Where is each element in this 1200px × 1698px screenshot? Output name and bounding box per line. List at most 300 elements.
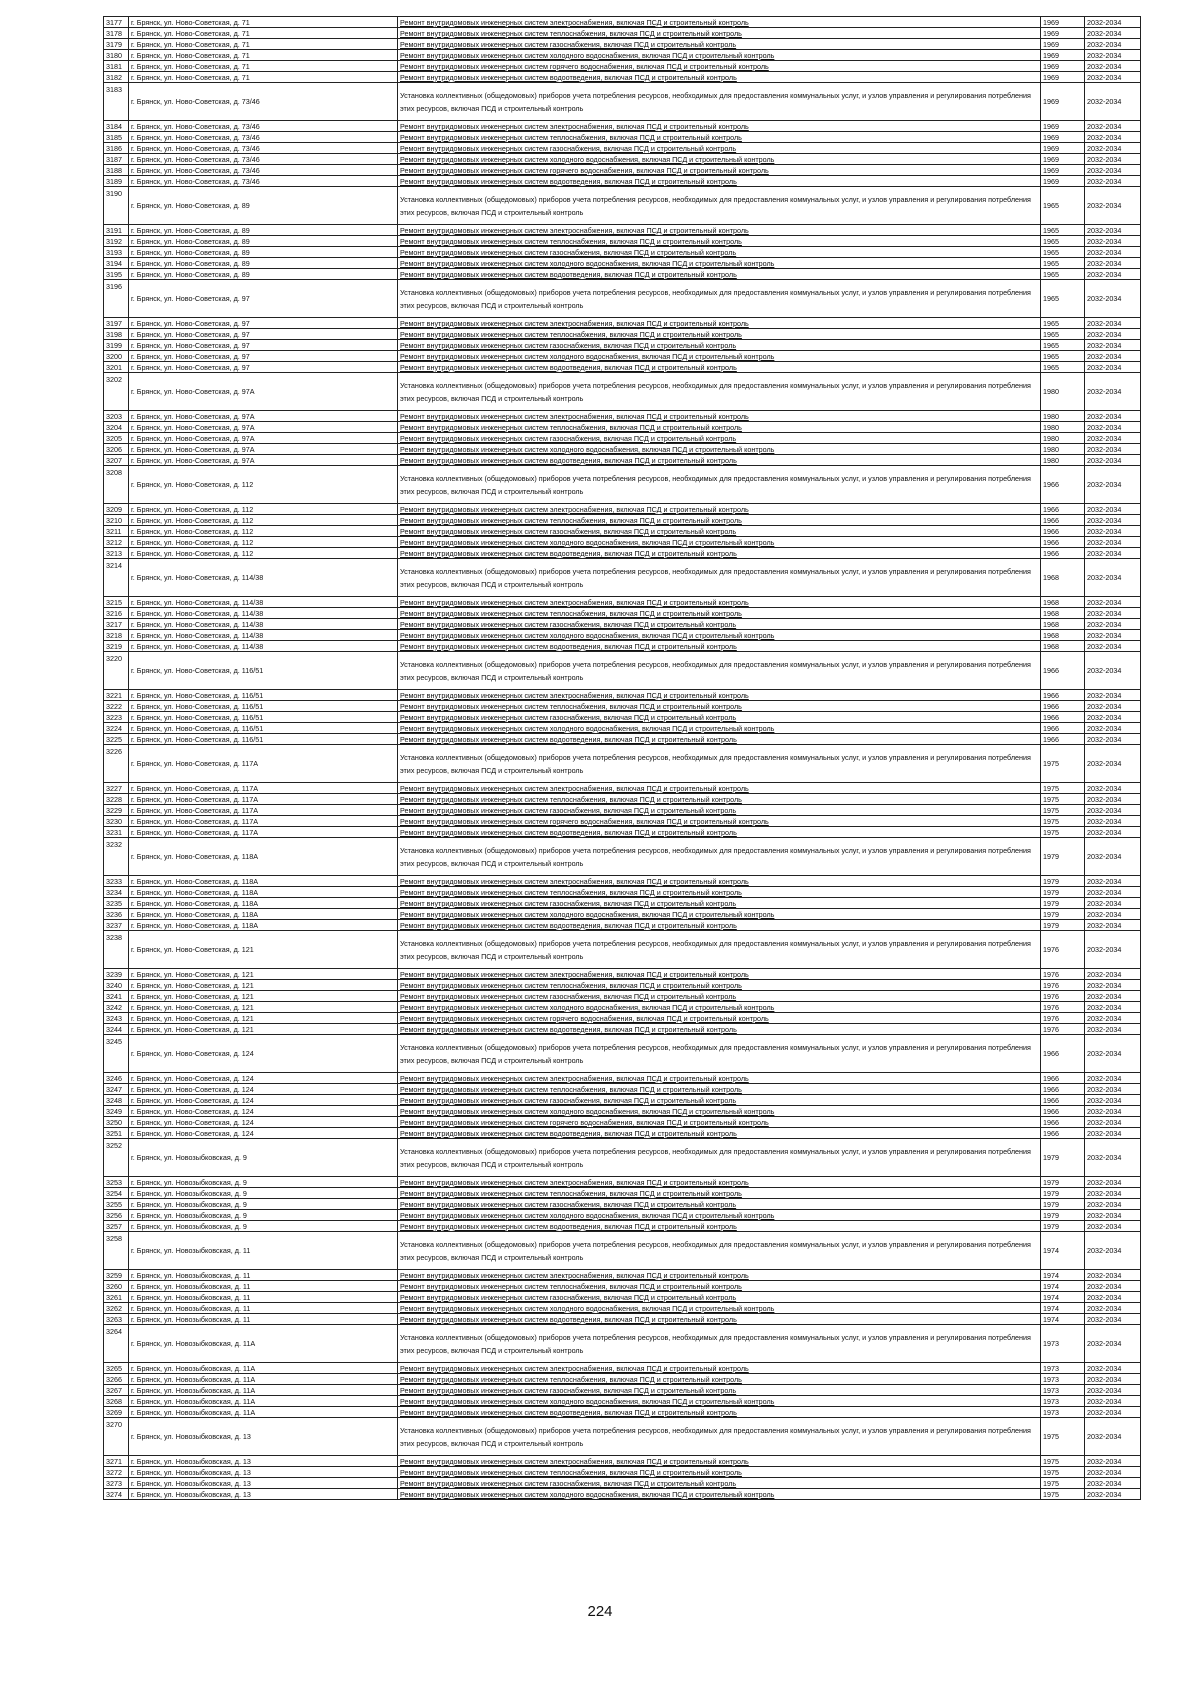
address-cell: г. Брянск, ул. Ново-Советская, д. 114/38 bbox=[129, 619, 398, 630]
work-type-cell: Ремонт внутридомовых инженерных систем теплоснабжения, включая ПСД и строительный контроль bbox=[398, 794, 1041, 805]
row-number: 3201 bbox=[104, 362, 129, 373]
work-type-cell: Ремонт внутридомовых инженерных систем газоснабжения, включая ПСД и строительный контроль bbox=[398, 433, 1041, 444]
repair-period-cell: 2032-2034 bbox=[1085, 1221, 1141, 1232]
row-number: 3257 bbox=[104, 1221, 129, 1232]
work-type-cell: Ремонт внутридомовых инженерных систем теплоснабжения, включая ПСД и строительный контроль bbox=[398, 608, 1041, 619]
row-number: 3243 bbox=[104, 1013, 129, 1024]
row-number: 3223 bbox=[104, 712, 129, 723]
table-row bbox=[104, 1407, 1141, 1418]
table-row bbox=[104, 269, 1141, 280]
repair-period-cell: 2032-2034 bbox=[1085, 1188, 1141, 1199]
row-number: 3263 bbox=[104, 1314, 129, 1325]
row-number: 3229 bbox=[104, 805, 129, 816]
address-cell: г. Брянск, ул. Ново-Советская, д. 121 bbox=[129, 1013, 398, 1024]
work-type-cell: Ремонт внутридомовых инженерных систем горячего водоснабжения, включая ПСД и строительный контроль bbox=[398, 165, 1041, 176]
work-type-cell: Ремонт внутридомовых инженерных систем теплоснабжения, включая ПСД и строительный контроль bbox=[398, 701, 1041, 712]
address-cell: г. Брянск, ул. Ново-Советская, д. 112 bbox=[129, 526, 398, 537]
repair-period-cell: 2032-2034 bbox=[1085, 608, 1141, 619]
work-type-cell: Установка коллективных (общедомовых) приборов учета потребления ресурсов, необходимых для предоставления коммунальных услуг, и узлов управления и регулирования потребления этих ресурсов, включая ПСД и строительный контроль bbox=[398, 745, 1041, 783]
table-row bbox=[104, 504, 1141, 515]
table-row bbox=[104, 1073, 1141, 1084]
address-cell: г. Брянск, ул. Ново-Советская, д. 124 bbox=[129, 1095, 398, 1106]
address-cell: г. Брянск, ул. Ново-Советская, д. 73/46 bbox=[129, 83, 398, 121]
address-cell: г. Брянск, ул. Новозыбковская, д. 13 bbox=[129, 1418, 398, 1456]
work-type-cell: Ремонт внутридомовых инженерных систем теплоснабжения, включая ПСД и строительный контроль bbox=[398, 980, 1041, 991]
work-type-cell: Ремонт внутридомовых инженерных систем холодного водоснабжения, включая ПСД и строительный контроль bbox=[398, 351, 1041, 362]
repair-period-cell: 2032-2034 bbox=[1085, 1456, 1141, 1467]
repair-period-cell: 2032-2034 bbox=[1085, 433, 1141, 444]
repair-period-cell: 2032-2034 bbox=[1085, 329, 1141, 340]
work-type-cell: Ремонт внутридомовых инженерных систем электроснабжения, включая ПСД и строительный контроль bbox=[398, 17, 1041, 28]
address-cell: г. Брянск, ул. Ново-Советская, д. 71 bbox=[129, 39, 398, 50]
work-type-cell: Ремонт внутридомовых инженерных систем холодного водоснабжения, включая ПСД и строительный контроль bbox=[398, 1106, 1041, 1117]
commissioning-year-cell: 1973 bbox=[1041, 1374, 1085, 1385]
commissioning-year-cell: 1976 bbox=[1041, 1013, 1085, 1024]
address-cell: г. Брянск, ул. Новозыбковская, д. 9 bbox=[129, 1188, 398, 1199]
row-number: 3181 bbox=[104, 61, 129, 72]
work-type-cell: Ремонт внутридомовых инженерных систем газоснабжения, включая ПСД и строительный контроль bbox=[398, 1199, 1041, 1210]
table-row bbox=[104, 1128, 1141, 1139]
repair-period-cell: 2032-2034 bbox=[1085, 969, 1141, 980]
work-type-cell: Ремонт внутридомовых инженерных систем газоснабжения, включая ПСД и строительный контроль bbox=[398, 991, 1041, 1002]
commissioning-year-cell: 1974 bbox=[1041, 1270, 1085, 1281]
commissioning-year-cell: 1966 bbox=[1041, 537, 1085, 548]
table-row bbox=[104, 931, 1141, 969]
commissioning-year-cell: 1976 bbox=[1041, 1024, 1085, 1035]
work-type-cell: Ремонт внутридомовых инженерных систем электроснабжения, включая ПСД и строительный контроль bbox=[398, 876, 1041, 887]
commissioning-year-cell: 1965 bbox=[1041, 318, 1085, 329]
table-row bbox=[104, 920, 1141, 931]
work-type-cell: Ремонт внутридомовых инженерных систем водоотведения, включая ПСД и строительный контроль bbox=[398, 641, 1041, 652]
commissioning-year-cell: 1975 bbox=[1041, 1467, 1085, 1478]
repair-period-cell: 2032-2034 bbox=[1085, 1106, 1141, 1117]
commissioning-year-cell: 1966 bbox=[1041, 1073, 1085, 1084]
repair-period-cell: 2032-2034 bbox=[1085, 712, 1141, 723]
work-type-cell: Ремонт внутридомовых инженерных систем водоотведения, включая ПСД и строительный контроль bbox=[398, 455, 1041, 466]
repair-period-cell: 2032-2034 bbox=[1085, 225, 1141, 236]
repair-period-cell: 2032-2034 bbox=[1085, 121, 1141, 132]
address-cell: г. Брянск, ул. Ново-Советская, д. 73/46 bbox=[129, 121, 398, 132]
repair-period-cell: 2032-2034 bbox=[1085, 1084, 1141, 1095]
address-cell: г. Брянск, ул. Новозыбковская, д. 13 bbox=[129, 1467, 398, 1478]
row-number: 3274 bbox=[104, 1489, 129, 1500]
commissioning-year-cell: 1975 bbox=[1041, 783, 1085, 794]
work-type-cell: Ремонт внутридомовых инженерных систем теплоснабжения, включая ПСД и строительный контроль bbox=[398, 515, 1041, 526]
repair-period-cell: 2032-2034 bbox=[1085, 258, 1141, 269]
commissioning-year-cell: 1965 bbox=[1041, 351, 1085, 362]
address-cell: г. Брянск, ул. Ново-Советская, д. 118А bbox=[129, 920, 398, 931]
row-number: 3198 bbox=[104, 329, 129, 340]
work-type-cell: Ремонт внутридомовых инженерных систем теплоснабжения, включая ПСД и строительный контроль bbox=[398, 28, 1041, 39]
repair-period-cell: 2032-2034 bbox=[1085, 526, 1141, 537]
address-cell: г. Брянск, ул. Новозыбковская, д. 11А bbox=[129, 1363, 398, 1374]
address-cell: г. Брянск, ул. Ново-Советская, д. 117А bbox=[129, 816, 398, 827]
table-row bbox=[104, 1418, 1141, 1456]
row-number: 3254 bbox=[104, 1188, 129, 1199]
capital-repair-plan-table bbox=[103, 16, 1140, 1500]
commissioning-year-cell: 1969 bbox=[1041, 176, 1085, 187]
work-type-cell: Ремонт внутридомовых инженерных систем газоснабжения, включая ПСД и строительный контроль bbox=[398, 143, 1041, 154]
address-cell: г. Брянск, ул. Ново-Советская, д. 124 bbox=[129, 1084, 398, 1095]
row-number: 3261 bbox=[104, 1292, 129, 1303]
row-number: 3224 bbox=[104, 723, 129, 734]
commissioning-year-cell: 1975 bbox=[1041, 805, 1085, 816]
table-row bbox=[104, 608, 1141, 619]
repair-period-cell: 2032-2034 bbox=[1085, 690, 1141, 701]
address-cell: г. Брянск, ул. Ново-Советская, д. 118А bbox=[129, 887, 398, 898]
work-type-cell: Ремонт внутридомовых инженерных систем водоотведения, включая ПСД и строительный контроль bbox=[398, 734, 1041, 745]
repair-period-cell: 2032-2034 bbox=[1085, 28, 1141, 39]
address-cell: г. Брянск, ул. Новозыбковская, д. 13 bbox=[129, 1456, 398, 1467]
table-row bbox=[104, 991, 1141, 1002]
row-number: 3258 bbox=[104, 1232, 129, 1270]
work-type-cell: Ремонт внутридомовых инженерных систем теплоснабжения, включая ПСД и строительный контроль bbox=[398, 329, 1041, 340]
row-number: 3238 bbox=[104, 931, 129, 969]
repair-period-cell: 2032-2034 bbox=[1085, 72, 1141, 83]
table-row bbox=[104, 247, 1141, 258]
table-row bbox=[104, 466, 1141, 504]
commissioning-year-cell: 1968 bbox=[1041, 559, 1085, 597]
work-type-cell: Ремонт внутридомовых инженерных систем газоснабжения, включая ПСД и строительный контроль bbox=[398, 712, 1041, 723]
page-number: 224 bbox=[587, 1603, 613, 1620]
address-cell: г. Брянск, ул. Ново-Советская, д. 73/46 bbox=[129, 176, 398, 187]
repair-period-cell: 2032-2034 bbox=[1085, 1139, 1141, 1177]
row-number: 3204 bbox=[104, 422, 129, 433]
row-number: 3252 bbox=[104, 1139, 129, 1177]
work-type-cell: Ремонт внутридомовых инженерных систем холодного водоснабжения, включая ПСД и строительный контроль bbox=[398, 1002, 1041, 1013]
commissioning-year-cell: 1969 bbox=[1041, 50, 1085, 61]
row-number: 3202 bbox=[104, 373, 129, 411]
address-cell: г. Брянск, ул. Новозыбковская, д. 11 bbox=[129, 1232, 398, 1270]
table-row bbox=[104, 969, 1141, 980]
work-type-cell: Ремонт внутридомовых инженерных систем газоснабжения, включая ПСД и строительный контроль bbox=[398, 898, 1041, 909]
work-type-cell: Установка коллективных (общедомовых) приборов учета потребления ресурсов, необходимых для предоставления коммунальных услуг, и узлов управления и регулирования потребления этих ресурсов, включая ПСД и строительный контроль bbox=[398, 373, 1041, 411]
row-number: 3188 bbox=[104, 165, 129, 176]
row-number: 3234 bbox=[104, 887, 129, 898]
work-type-cell: Ремонт внутридомовых инженерных систем газоснабжения, включая ПСД и строительный контроль bbox=[398, 526, 1041, 537]
row-number: 3195 bbox=[104, 269, 129, 280]
table-row bbox=[104, 1084, 1141, 1095]
repair-period-cell: 2032-2034 bbox=[1085, 1024, 1141, 1035]
work-type-cell: Ремонт внутридомовых инженерных систем газоснабжения, включая ПСД и строительный контроль bbox=[398, 1385, 1041, 1396]
table-row bbox=[104, 258, 1141, 269]
repair-period-cell: 2032-2034 bbox=[1085, 1489, 1141, 1500]
commissioning-year-cell: 1969 bbox=[1041, 132, 1085, 143]
work-type-cell: Ремонт внутридомовых инженерных систем водоотведения, включая ПСД и строительный контроль bbox=[398, 1314, 1041, 1325]
repair-period-cell: 2032-2034 bbox=[1085, 1270, 1141, 1281]
table-row bbox=[104, 340, 1141, 351]
row-number: 3182 bbox=[104, 72, 129, 83]
row-number: 3235 bbox=[104, 898, 129, 909]
address-cell: г. Брянск, ул. Ново-Советская, д. 71 bbox=[129, 72, 398, 83]
table-row bbox=[104, 712, 1141, 723]
repair-period-cell: 2032-2034 bbox=[1085, 783, 1141, 794]
work-type-cell: Ремонт внутридомовых инженерных систем холодного водоснабжения, включая ПСД и строительный контроль bbox=[398, 50, 1041, 61]
table-row bbox=[104, 433, 1141, 444]
row-number: 3185 bbox=[104, 132, 129, 143]
table-row bbox=[104, 154, 1141, 165]
work-type-cell: Ремонт внутридомовых инженерных систем электроснабжения, включая ПСД и строительный контроль bbox=[398, 1270, 1041, 1281]
row-number: 3250 bbox=[104, 1117, 129, 1128]
work-type-cell: Установка коллективных (общедомовых) приборов учета потребления ресурсов, необходимых для предоставления коммунальных услуг, и узлов управления и регулирования потребления этих ресурсов, включая ПСД и строительный контроль bbox=[398, 466, 1041, 504]
repair-period-cell: 2032-2034 bbox=[1085, 723, 1141, 734]
commissioning-year-cell: 1965 bbox=[1041, 269, 1085, 280]
table-row bbox=[104, 1456, 1141, 1467]
repair-period-cell: 2032-2034 bbox=[1085, 1281, 1141, 1292]
work-type-cell: Установка коллективных (общедомовых) приборов учета потребления ресурсов, необходимых для предоставления коммунальных услуг, и узлов управления и регулирования потребления этих ресурсов, включая ПСД и строительный контроль bbox=[398, 1418, 1041, 1456]
row-number: 3270 bbox=[104, 1418, 129, 1456]
commissioning-year-cell: 1966 bbox=[1041, 466, 1085, 504]
work-type-cell: Ремонт внутридомовых инженерных систем теплоснабжения, включая ПСД и строительный контроль bbox=[398, 1374, 1041, 1385]
address-cell: г. Брянск, ул. Ново-Советская, д. 97 bbox=[129, 351, 398, 362]
row-number: 3273 bbox=[104, 1478, 129, 1489]
table-row bbox=[104, 909, 1141, 920]
repair-period-cell: 2032-2034 bbox=[1085, 1073, 1141, 1084]
repair-period-cell: 2032-2034 bbox=[1085, 1385, 1141, 1396]
repair-period-cell: 2032-2034 bbox=[1085, 641, 1141, 652]
commissioning-year-cell: 1969 bbox=[1041, 28, 1085, 39]
repair-period-cell: 2032-2034 bbox=[1085, 422, 1141, 433]
commissioning-year-cell: 1969 bbox=[1041, 61, 1085, 72]
table-row bbox=[104, 783, 1141, 794]
table-row bbox=[104, 827, 1141, 838]
repair-period-cell: 2032-2034 bbox=[1085, 1177, 1141, 1188]
address-cell: г. Брянск, ул. Новозыбковская, д. 11 bbox=[129, 1292, 398, 1303]
repair-period-cell: 2032-2034 bbox=[1085, 280, 1141, 318]
table-row bbox=[104, 236, 1141, 247]
table-row bbox=[104, 597, 1141, 608]
row-number: 3194 bbox=[104, 258, 129, 269]
work-type-cell: Ремонт внутридомовых инженерных систем горячего водоснабжения, включая ПСД и строительный контроль bbox=[398, 1013, 1041, 1024]
row-number: 3240 bbox=[104, 980, 129, 991]
address-cell: г. Брянск, ул. Ново-Советская, д. 112 bbox=[129, 548, 398, 559]
commissioning-year-cell: 1979 bbox=[1041, 887, 1085, 898]
address-cell: г. Брянск, ул. Ново-Советская, д. 97 bbox=[129, 280, 398, 318]
table-row bbox=[104, 72, 1141, 83]
row-number: 3248 bbox=[104, 1095, 129, 1106]
address-cell: г. Брянск, ул. Ново-Советская, д. 121 bbox=[129, 980, 398, 991]
commissioning-year-cell: 1968 bbox=[1041, 641, 1085, 652]
commissioning-year-cell: 1980 bbox=[1041, 373, 1085, 411]
repair-period-cell: 2032-2034 bbox=[1085, 455, 1141, 466]
repair-period-cell: 2032-2034 bbox=[1085, 373, 1141, 411]
repair-period-cell: 2032-2034 bbox=[1085, 504, 1141, 515]
address-cell: г. Брянск, ул. Ново-Советская, д. 71 bbox=[129, 17, 398, 28]
address-cell: г. Брянск, ул. Ново-Советская, д. 121 bbox=[129, 991, 398, 1002]
row-number: 3191 bbox=[104, 225, 129, 236]
row-number: 3218 bbox=[104, 630, 129, 641]
address-cell: г. Брянск, ул. Новозыбковская, д. 13 bbox=[129, 1489, 398, 1500]
repair-period-cell: 2032-2034 bbox=[1085, 537, 1141, 548]
work-type-cell: Установка коллективных (общедомовых) приборов учета потребления ресурсов, необходимых для предоставления коммунальных услуг, и узлов управления и регулирования потребления этих ресурсов, включая ПСД и строительный контроль bbox=[398, 838, 1041, 876]
table-row bbox=[104, 329, 1141, 340]
table-row bbox=[104, 1221, 1141, 1232]
work-type-cell: Ремонт внутридомовых инженерных систем газоснабжения, включая ПСД и строительный контроль bbox=[398, 805, 1041, 816]
commissioning-year-cell: 1973 bbox=[1041, 1385, 1085, 1396]
row-number: 3193 bbox=[104, 247, 129, 258]
table-row bbox=[104, 1325, 1141, 1363]
row-number: 3267 bbox=[104, 1385, 129, 1396]
address-cell: г. Брянск, ул. Ново-Советская, д. 89 bbox=[129, 247, 398, 258]
address-cell: г. Брянск, ул. Ново-Советская, д. 118А bbox=[129, 838, 398, 876]
work-type-cell: Ремонт внутридомовых инженерных систем электроснабжения, включая ПСД и строительный контроль bbox=[398, 504, 1041, 515]
address-cell: г. Брянск, ул. Ново-Советская, д. 124 bbox=[129, 1073, 398, 1084]
repair-period-cell: 2032-2034 bbox=[1085, 411, 1141, 422]
address-cell: г. Брянск, ул. Ново-Советская, д. 117А bbox=[129, 827, 398, 838]
work-type-cell: Установка коллективных (общедомовых) приборов учета потребления ресурсов, необходимых для предоставления коммунальных услуг, и узлов управления и регулирования потребления этих ресурсов, включая ПСД и строительный контроль bbox=[398, 1035, 1041, 1073]
table-row bbox=[104, 50, 1141, 61]
address-cell: г. Брянск, ул. Ново-Советская, д. 97 bbox=[129, 340, 398, 351]
repair-period-cell: 2032-2034 bbox=[1085, 1013, 1141, 1024]
repair-period-cell: 2032-2034 bbox=[1085, 991, 1141, 1002]
table-row bbox=[104, 805, 1141, 816]
row-number: 3210 bbox=[104, 515, 129, 526]
commissioning-year-cell: 1980 bbox=[1041, 422, 1085, 433]
address-cell: г. Брянск, ул. Ново-Советская, д. 112 bbox=[129, 537, 398, 548]
address-cell: г. Брянск, ул. Ново-Советская, д. 112 bbox=[129, 466, 398, 504]
address-cell: г. Брянск, ул. Новозыбковская, д. 11 bbox=[129, 1303, 398, 1314]
commissioning-year-cell: 1975 bbox=[1041, 794, 1085, 805]
repair-period-cell: 2032-2034 bbox=[1085, 1035, 1141, 1073]
table-row bbox=[104, 1035, 1141, 1073]
row-number: 3209 bbox=[104, 504, 129, 515]
commissioning-year-cell: 1966 bbox=[1041, 1095, 1085, 1106]
commissioning-year-cell: 1979 bbox=[1041, 1188, 1085, 1199]
address-cell: г. Брянск, ул. Ново-Советская, д. 71 bbox=[129, 50, 398, 61]
table-row bbox=[104, 1232, 1141, 1270]
table-row bbox=[104, 1095, 1141, 1106]
work-type-cell: Ремонт внутридомовых инженерных систем холодного водоснабжения, включая ПСД и строительный контроль bbox=[398, 154, 1041, 165]
address-cell: г. Брянск, ул. Ново-Советская, д. 73/46 bbox=[129, 143, 398, 154]
work-type-cell: Ремонт внутридомовых инженерных систем электроснабжения, включая ПСД и строительный контроль bbox=[398, 969, 1041, 980]
work-type-cell: Ремонт внутридомовых инженерных систем электроснабжения, включая ПСД и строительный контроль bbox=[398, 1073, 1041, 1084]
table-row bbox=[104, 444, 1141, 455]
commissioning-year-cell: 1968 bbox=[1041, 597, 1085, 608]
commissioning-year-cell: 1968 bbox=[1041, 608, 1085, 619]
repair-period-cell: 2032-2034 bbox=[1085, 838, 1141, 876]
repair-period-cell: 2032-2034 bbox=[1085, 619, 1141, 630]
row-number: 3236 bbox=[104, 909, 129, 920]
table-row bbox=[104, 373, 1141, 411]
row-number: 3177 bbox=[104, 17, 129, 28]
row-number: 3244 bbox=[104, 1024, 129, 1035]
table-row bbox=[104, 1363, 1141, 1374]
row-number: 3212 bbox=[104, 537, 129, 548]
work-type-cell: Ремонт внутридомовых инженерных систем холодного водоснабжения, включая ПСД и строительный контроль bbox=[398, 537, 1041, 548]
table-row bbox=[104, 132, 1141, 143]
work-type-cell: Ремонт внутридомовых инженерных систем газоснабжения, включая ПСД и строительный контроль bbox=[398, 1478, 1041, 1489]
work-type-cell: Ремонт внутридомовых инженерных систем электроснабжения, включая ПСД и строительный контроль bbox=[398, 225, 1041, 236]
work-type-cell: Ремонт внутридомовых инженерных систем холодного водоснабжения, включая ПСД и строительный контроль bbox=[398, 723, 1041, 734]
work-type-cell: Ремонт внутридомовых инженерных систем электроснабжения, включая ПСД и строительный контроль bbox=[398, 1363, 1041, 1374]
repair-period-cell: 2032-2034 bbox=[1085, 176, 1141, 187]
row-number: 3260 bbox=[104, 1281, 129, 1292]
commissioning-year-cell: 1974 bbox=[1041, 1292, 1085, 1303]
repair-period-cell: 2032-2034 bbox=[1085, 187, 1141, 225]
table-row bbox=[104, 816, 1141, 827]
work-type-cell: Ремонт внутридомовых инженерных систем газоснабжения, включая ПСД и строительный контроль bbox=[398, 619, 1041, 630]
work-type-cell: Ремонт внутридомовых инженерных систем теплоснабжения, включая ПСД и строительный контроль bbox=[398, 1281, 1041, 1292]
commissioning-year-cell: 1966 bbox=[1041, 723, 1085, 734]
commissioning-year-cell: 1980 bbox=[1041, 444, 1085, 455]
table-row bbox=[104, 1374, 1141, 1385]
address-cell: г. Брянск, ул. Новозыбковская, д. 11 bbox=[129, 1270, 398, 1281]
row-number: 3179 bbox=[104, 39, 129, 50]
commissioning-year-cell: 1979 bbox=[1041, 1221, 1085, 1232]
commissioning-year-cell: 1974 bbox=[1041, 1232, 1085, 1270]
commissioning-year-cell: 1969 bbox=[1041, 83, 1085, 121]
table-row bbox=[104, 745, 1141, 783]
table-row bbox=[104, 121, 1141, 132]
table-row bbox=[104, 794, 1141, 805]
repair-period-cell: 2032-2034 bbox=[1085, 1303, 1141, 1314]
row-number: 3183 bbox=[104, 83, 129, 121]
repair-period-cell: 2032-2034 bbox=[1085, 340, 1141, 351]
repair-period-cell: 2032-2034 bbox=[1085, 745, 1141, 783]
row-number: 3253 bbox=[104, 1177, 129, 1188]
repair-period-cell: 2032-2034 bbox=[1085, 143, 1141, 154]
address-cell: г. Брянск, ул. Ново-Советская, д. 124 bbox=[129, 1106, 398, 1117]
address-cell: г. Брянск, ул. Ново-Советская, д. 118А bbox=[129, 876, 398, 887]
address-cell: г. Брянск, ул. Ново-Советская, д. 116/51 bbox=[129, 734, 398, 745]
address-cell: г. Брянск, ул. Ново-Советская, д. 97А bbox=[129, 455, 398, 466]
work-type-cell: Ремонт внутридомовых инженерных систем газоснабжения, включая ПСД и строительный контроль bbox=[398, 340, 1041, 351]
table-row bbox=[104, 1188, 1141, 1199]
row-number: 3213 bbox=[104, 548, 129, 559]
row-number: 3207 bbox=[104, 455, 129, 466]
repair-period-cell: 2032-2034 bbox=[1085, 1292, 1141, 1303]
work-type-cell: Установка коллективных (общедомовых) приборов учета потребления ресурсов, необходимых для предоставления коммунальных услуг, и узлов управления и регулирования потребления этих ресурсов, включая ПСД и строительный контроль bbox=[398, 1139, 1041, 1177]
address-cell: г. Брянск, ул. Ново-Советская, д. 97А bbox=[129, 444, 398, 455]
commissioning-year-cell: 1966 bbox=[1041, 515, 1085, 526]
row-number: 3192 bbox=[104, 236, 129, 247]
work-type-cell: Ремонт внутридомовых инженерных систем водоотведения, включая ПСД и строительный контроль bbox=[398, 1024, 1041, 1035]
work-type-cell: Установка коллективных (общедомовых) приборов учета потребления ресурсов, необходимых для предоставления коммунальных услуг, и узлов управления и регулирования потребления этих ресурсов, включая ПСД и строительный контроль bbox=[398, 187, 1041, 225]
row-number: 3256 bbox=[104, 1210, 129, 1221]
address-cell: г. Брянск, ул. Ново-Советская, д. 114/38 bbox=[129, 630, 398, 641]
repair-period-cell: 2032-2034 bbox=[1085, 318, 1141, 329]
address-cell: г. Брянск, ул. Ново-Советская, д. 124 bbox=[129, 1035, 398, 1073]
table-row bbox=[104, 690, 1141, 701]
address-cell: г. Брянск, ул. Ново-Советская, д. 89 bbox=[129, 258, 398, 269]
repair-period-cell: 2032-2034 bbox=[1085, 876, 1141, 887]
repair-period-cell: 2032-2034 bbox=[1085, 701, 1141, 712]
table-row bbox=[104, 17, 1141, 28]
table-row bbox=[104, 1478, 1141, 1489]
work-type-cell: Ремонт внутридомовых инженерных систем водоотведения, включая ПСД и строительный контроль bbox=[398, 72, 1041, 83]
commissioning-year-cell: 1975 bbox=[1041, 1489, 1085, 1500]
commissioning-year-cell: 1976 bbox=[1041, 991, 1085, 1002]
repair-period-cell: 2032-2034 bbox=[1085, 1002, 1141, 1013]
repair-period-cell: 2032-2034 bbox=[1085, 1314, 1141, 1325]
row-number: 3272 bbox=[104, 1467, 129, 1478]
commissioning-year-cell: 1966 bbox=[1041, 734, 1085, 745]
repair-period-cell: 2032-2034 bbox=[1085, 247, 1141, 258]
repair-period-cell: 2032-2034 bbox=[1085, 630, 1141, 641]
repair-period-cell: 2032-2034 bbox=[1085, 1374, 1141, 1385]
address-cell: г. Брянск, ул. Ново-Советская, д. 118А bbox=[129, 909, 398, 920]
address-cell: г. Брянск, ул. Ново-Советская, д. 116/51 bbox=[129, 723, 398, 734]
address-cell: г. Брянск, ул. Ново-Советская, д. 71 bbox=[129, 61, 398, 72]
table-row bbox=[104, 1177, 1141, 1188]
row-number: 3221 bbox=[104, 690, 129, 701]
work-type-cell: Ремонт внутридомовых инженерных систем электроснабжения, включая ПСД и строительный контроль bbox=[398, 1456, 1041, 1467]
work-type-cell: Ремонт внутридомовых инженерных систем электроснабжения, включая ПСД и строительный контроль bbox=[398, 690, 1041, 701]
row-number: 3264 bbox=[104, 1325, 129, 1363]
address-cell: г. Брянск, ул. Ново-Советская, д. 97А bbox=[129, 433, 398, 444]
commissioning-year-cell: 1979 bbox=[1041, 898, 1085, 909]
address-cell: г. Брянск, ул. Новозыбковская, д. 9 bbox=[129, 1210, 398, 1221]
